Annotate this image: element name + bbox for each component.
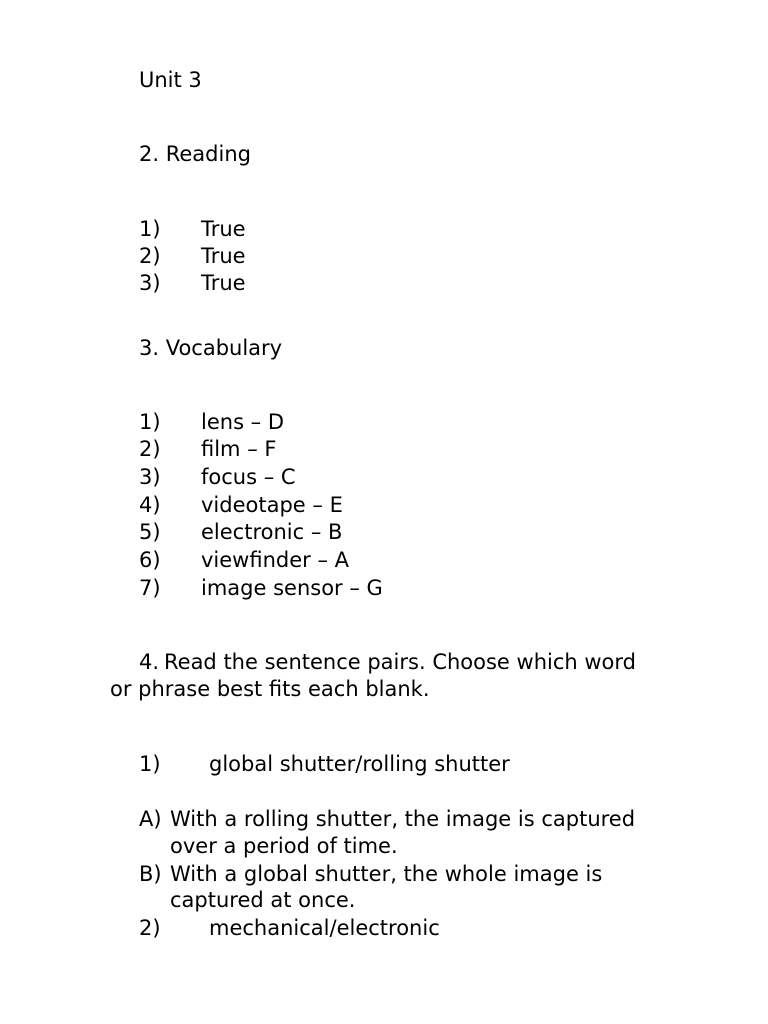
item-number: 1) <box>139 217 161 241</box>
list-item <box>139 547 349 574</box>
item-number: 5) <box>139 520 161 544</box>
list-item <box>139 436 276 463</box>
item-text: True <box>201 217 246 241</box>
list-item <box>139 270 246 297</box>
item-number: 7) <box>139 576 161 600</box>
item-text: videotape – E <box>201 493 343 517</box>
item-number: 3) <box>139 271 161 295</box>
vocabulary-heading: 3. Vocabulary <box>139 336 283 360</box>
sentence-pairs-instruction <box>139 649 636 676</box>
item-number: 1) <box>139 410 161 434</box>
answer-item <box>139 806 635 833</box>
list-item <box>139 519 342 546</box>
item-text: image sensor – G <box>201 576 383 600</box>
item-number: 1) <box>139 752 161 776</box>
item-text: mechanical/electronic <box>209 916 440 940</box>
list-item <box>139 575 383 602</box>
item-text: lens – D <box>201 410 285 434</box>
sentence-pairs-instruction-cont: or phrase best fits each blank. <box>110 677 430 701</box>
item-text: film – F <box>201 437 277 461</box>
list-item <box>139 492 343 519</box>
list-item <box>139 464 296 491</box>
answer-text: With a global shutter, the whole image is <box>170 862 603 886</box>
item-number: 2) <box>139 244 161 268</box>
answer-text-cont: captured at once. <box>170 888 356 912</box>
instruction-text: Read the sentence pairs. Choose which word <box>164 650 636 674</box>
answer-item <box>139 861 602 888</box>
reading-heading: 2. Reading <box>139 142 251 166</box>
list-item <box>139 243 246 270</box>
answer-letter: B) <box>139 862 162 886</box>
list-item <box>139 409 284 436</box>
list-item <box>139 915 440 942</box>
item-text: viewfinder – A <box>201 548 349 572</box>
answer-letter: A) <box>139 807 162 831</box>
item-number: 2) <box>139 437 161 461</box>
item-number: 6) <box>139 548 161 572</box>
list-item <box>139 751 510 778</box>
item-text: focus – C <box>201 465 296 489</box>
item-number: 4. <box>139 650 160 674</box>
item-text: global shutter/rolling shutter <box>209 752 510 776</box>
list-item <box>139 216 246 243</box>
item-number: 2) <box>139 916 161 940</box>
answer-text-cont: over a period of time. <box>170 834 398 858</box>
item-number: 3) <box>139 465 161 489</box>
item-text: True <box>201 244 246 268</box>
item-text: electronic – B <box>201 520 343 544</box>
item-text: True <box>201 271 246 295</box>
unit-title: Unit 3 <box>139 68 202 92</box>
answer-text: With a rolling shutter, the image is captured <box>170 807 636 831</box>
item-number: 4) <box>139 493 161 517</box>
